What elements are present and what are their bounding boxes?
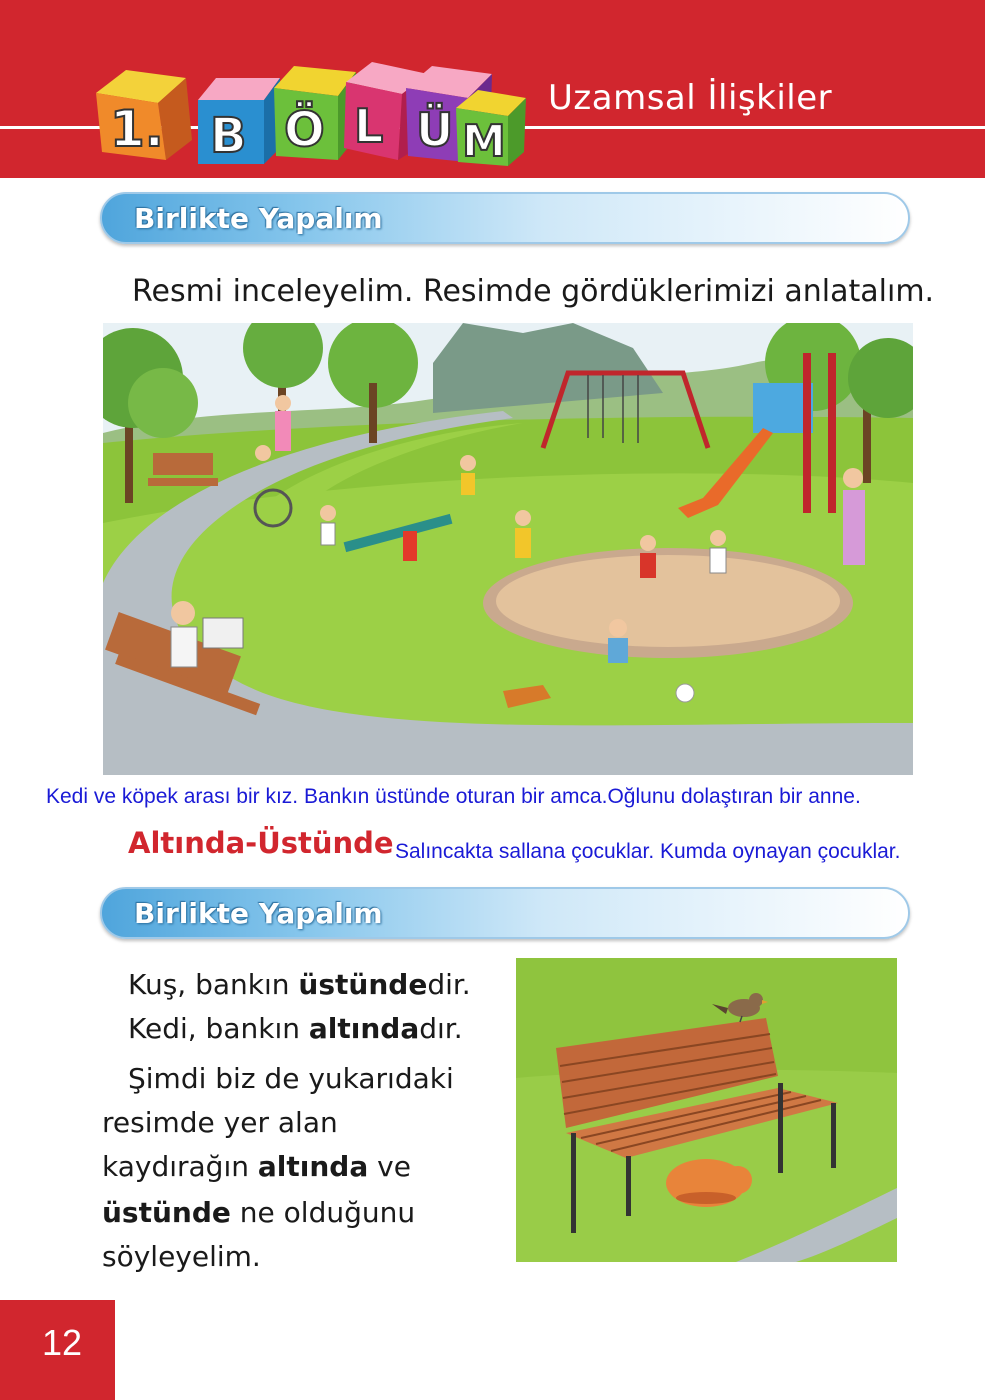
block-number — [96, 70, 192, 160]
keyword-altinda-2: altında — [257, 1150, 369, 1183]
chapter-number: 1. — [110, 100, 164, 158]
chapter-blocks-logo — [88, 48, 528, 168]
answer-line-1: Kedi ve köpek arası bir kız. Bankın üstünde oturan bir amca.Oğlunu dolaştıran bir anne. — [46, 785, 861, 808]
chapter-title: Uzamsal İlişkiler — [548, 78, 833, 118]
park-illustration — [103, 323, 913, 775]
question-line-1: Şimdi biz de yukarıdaki — [128, 1062, 454, 1095]
block-letter-l: L — [354, 99, 384, 153]
section-bar-1 — [100, 192, 910, 244]
keyword-altinda: altında — [308, 1012, 420, 1045]
question-line-4: üstünde ne olduğunu — [102, 1196, 416, 1229]
bench-illustration — [516, 958, 897, 1262]
question-line-3: kaydırağın altında ve — [102, 1150, 411, 1183]
page-number: 12 — [42, 1322, 83, 1363]
question-line-2: resimde yer alan — [102, 1106, 338, 1139]
instruction-text: Resmi inceleyelim. Resimde gördüklerimizi anlatalım. — [132, 274, 935, 309]
keyword-ustunde-2: üstünde — [102, 1196, 231, 1229]
block-letter-m: M — [462, 116, 506, 167]
section-title-2: Birlikte Yapalım — [134, 897, 383, 930]
sentence-cat: Kedi, bankın altındadır. — [128, 1012, 463, 1045]
section-title-1: Birlikte Yapalım — [134, 202, 383, 235]
section-bar-2 — [100, 887, 910, 939]
block-letter-o: Ö — [284, 102, 325, 158]
question-line-5: söyleyelim. — [102, 1240, 261, 1273]
concept-heading: Altında-Üstünde — [128, 826, 394, 860]
block-letter-u: Ü — [416, 103, 454, 157]
chapter-header — [0, 0, 985, 178]
keyword-ustunde: üstünde — [298, 968, 428, 1001]
sentence-bird: Kuş, bankın üstündedir. — [128, 968, 471, 1001]
answer-line-2: Salıncakta sallana çocuklar. Kumda oynayan çocuklar. — [395, 840, 901, 863]
block-letter-b: B — [210, 108, 247, 164]
